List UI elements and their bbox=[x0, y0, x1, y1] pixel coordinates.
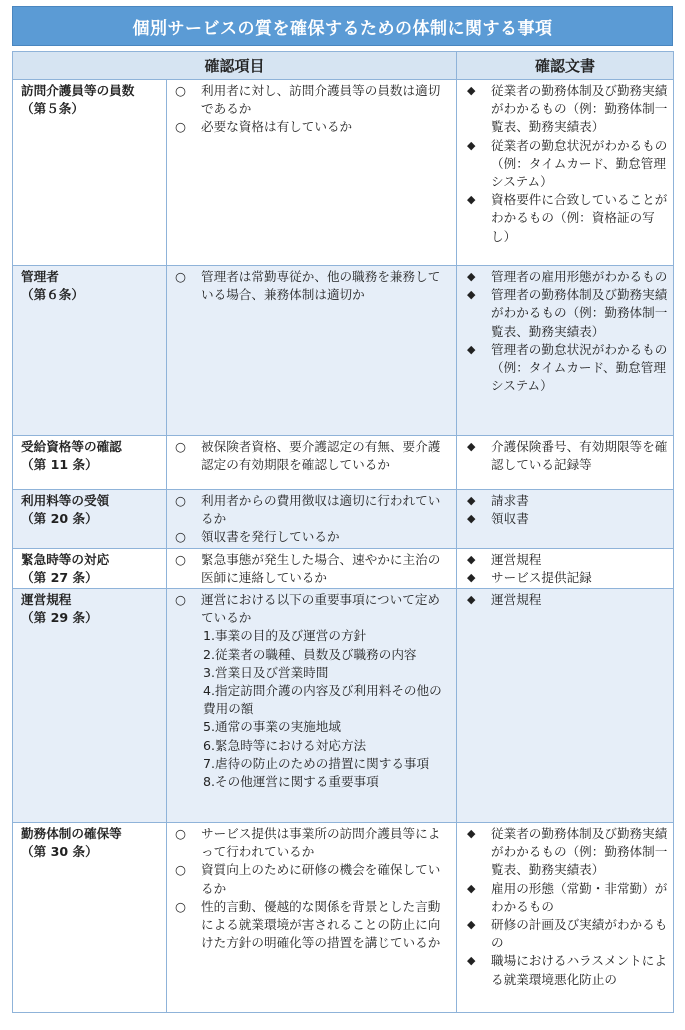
circle-bullet-icon: ○ bbox=[175, 493, 186, 508]
header-check-documents: 確認文書 bbox=[457, 52, 674, 80]
check-item-text: 利用者に対し、訪問介護員等の員数は適切であるか bbox=[201, 83, 441, 117]
check-item-text: 管理者は常勤専従か、他の職務を兼務している場合、兼務体制は適切か bbox=[201, 269, 441, 303]
checklist-table bbox=[12, 51, 674, 1013]
diamond-bullet-icon: ◆ bbox=[467, 881, 476, 895]
check-items-cell bbox=[167, 436, 457, 490]
diamond-bullet-icon: ◆ bbox=[467, 270, 476, 283]
circle-bullet-icon: ○ bbox=[175, 439, 186, 454]
item-category-cell bbox=[13, 266, 167, 436]
regulation-sub-item: 3.営業日及び営業時間 bbox=[203, 664, 329, 680]
diamond-bullet-icon: ◆ bbox=[467, 552, 476, 566]
item-category-cell bbox=[13, 548, 167, 588]
check-documents-cell bbox=[457, 823, 674, 1013]
document-item bbox=[461, 916, 669, 952]
document-item-text: 介護保険番号、有効期限等を確認している記録等 bbox=[491, 439, 668, 473]
document-item-text: 従業者の勤務体制及び勤務実績がわかるもの（例：勤務体制一覧表、勤務実績表） bbox=[491, 826, 668, 878]
diamond-bullet-icon: ◆ bbox=[467, 918, 476, 932]
check-item bbox=[171, 591, 452, 627]
document-item bbox=[461, 286, 669, 341]
check-item bbox=[171, 82, 452, 118]
check-documents-cell bbox=[457, 548, 674, 588]
check-items-cell bbox=[167, 589, 457, 823]
item-article-number: （第６条） bbox=[21, 287, 84, 303]
diamond-bullet-icon: ◆ bbox=[467, 494, 476, 507]
document-item bbox=[461, 438, 669, 474]
document-item-text: 職場におけるハラスメントによる就業環境悪化防止の bbox=[491, 953, 667, 987]
item-article-number: （第５条） bbox=[21, 101, 84, 117]
check-item-text: サービス提供は事業所の訪問介護員等によって行われているか bbox=[201, 826, 441, 860]
item-article-number: （第 30 条） bbox=[21, 844, 98, 860]
document-item-text: サービス提供記録 bbox=[491, 569, 592, 585]
check-documents-cell bbox=[457, 80, 674, 266]
document-item bbox=[461, 825, 669, 880]
circle-bullet-icon: ○ bbox=[175, 83, 186, 98]
check-item-text: 緊急事態が発生した場合、速やかに主治の医師に連絡しているか bbox=[201, 551, 441, 585]
check-item-text: 領収書を発行しているか bbox=[201, 529, 340, 545]
diamond-bullet-icon: ◆ bbox=[467, 827, 476, 841]
table-header-row bbox=[13, 52, 674, 80]
regulation-sub-item: 5.通常の事業の実施地域 bbox=[203, 719, 341, 735]
check-item bbox=[171, 268, 452, 304]
regulation-sub-item: 6.緊急時等における対応方法 bbox=[203, 737, 367, 753]
header-check-items: 確認項目 bbox=[13, 52, 457, 80]
regulation-sub-item: 2.従業者の職種、員数及び職務の内容 bbox=[203, 646, 417, 662]
check-item bbox=[171, 438, 452, 474]
item-category-cell bbox=[13, 823, 167, 1013]
diamond-bullet-icon: ◆ bbox=[467, 593, 476, 607]
document-item bbox=[461, 137, 669, 192]
check-documents-cell bbox=[457, 490, 674, 549]
document-item-text: 管理者の勤怠状況がわかるもの（例：タイムカード、勤怠管理システム） bbox=[491, 341, 668, 394]
check-documents-cell bbox=[457, 266, 674, 436]
check-item bbox=[171, 551, 452, 587]
document-item bbox=[461, 191, 669, 246]
document-item-text: 資格要件に合致していることがわかるもの（例：資格証の写し） bbox=[491, 192, 668, 244]
check-item bbox=[171, 492, 452, 528]
check-item bbox=[171, 861, 452, 897]
document-item bbox=[461, 341, 669, 396]
table-row bbox=[13, 436, 674, 490]
item-article-number: （第 20 条） bbox=[21, 511, 98, 527]
regulation-sub-item: 8.その他運営に関する重要事項 bbox=[203, 774, 379, 790]
diamond-bullet-icon: ◆ bbox=[467, 570, 476, 584]
table-row bbox=[13, 548, 674, 588]
document-item-text: 管理者の雇用形態がわかるもの bbox=[491, 269, 668, 284]
document-item bbox=[461, 591, 669, 609]
check-item-text: 必要な資格は有しているか bbox=[201, 119, 353, 135]
circle-bullet-icon: ○ bbox=[175, 529, 186, 545]
document-item-text: 管理者の勤務体制及び勤務実績がわかるもの（例：勤務体制一覧表、勤務実績表） bbox=[491, 287, 668, 339]
circle-bullet-icon: ○ bbox=[175, 898, 186, 914]
document-item bbox=[461, 569, 669, 587]
circle-bullet-icon: ○ bbox=[175, 862, 186, 878]
check-item-text: 性的言動、優越的な関係を背景とした言動による就業環境が害されることの防止に向けた方針の明確化等の措置を講じているか bbox=[201, 898, 441, 951]
check-item-text: 資質向上のために研修の機会を確保しているか bbox=[201, 862, 441, 896]
circle-bullet-icon: ○ bbox=[175, 826, 186, 842]
circle-bullet-icon: ○ bbox=[175, 592, 186, 608]
table-row bbox=[13, 80, 674, 266]
item-category-name: 利用料等の受領 bbox=[21, 493, 110, 508]
regulation-sub-item: 7.虐待の防止のための措置に関する事項 bbox=[203, 755, 430, 771]
table-row bbox=[13, 266, 674, 436]
document-item-text: 従業者の勤怠状況がわかるもの（例：タイムカード、勤怠管理システム） bbox=[491, 137, 668, 190]
check-item-text: 被保険者資格、要介護認定の有無、要介護認定の有効期限を確認しているか bbox=[201, 439, 441, 473]
diamond-bullet-icon: ◆ bbox=[467, 193, 476, 207]
diamond-bullet-icon: ◆ bbox=[467, 288, 476, 302]
item-category-cell bbox=[13, 490, 167, 549]
item-category-cell bbox=[13, 80, 167, 266]
diamond-bullet-icon: ◆ bbox=[467, 512, 476, 526]
diamond-bullet-icon: ◆ bbox=[467, 440, 476, 453]
diamond-bullet-icon: ◆ bbox=[467, 954, 476, 968]
document-item-text: 研修の計画及び実績がわかるもの bbox=[491, 917, 668, 951]
check-documents-cell bbox=[457, 436, 674, 490]
check-item-text: 運営における以下の重要事項について定めているか bbox=[201, 592, 441, 626]
item-category-name: 緊急時等の対応 bbox=[21, 551, 110, 567]
document-item-text: 領収書 bbox=[491, 511, 529, 527]
check-items-cell bbox=[167, 548, 457, 588]
item-category-cell bbox=[13, 589, 167, 823]
page bbox=[12, 6, 673, 1013]
page-title: 個別サービスの質を確保するための体制に関する事項 bbox=[12, 6, 673, 46]
document-item-text: 従業者の勤務体制及び勤務実績がわかるもの（例：勤務体制一覧表、勤務実績表） bbox=[491, 83, 668, 135]
regulation-sub-item: 4.指定訪問介護の内容及び利用料その他の費用の額 bbox=[203, 683, 442, 717]
check-item-text: 利用者からの費用徴収は適切に行われているか bbox=[201, 493, 441, 527]
document-item bbox=[461, 510, 669, 528]
diamond-bullet-icon: ◆ bbox=[467, 342, 476, 356]
document-item-text: 運営規程 bbox=[491, 551, 542, 567]
check-items-cell bbox=[167, 266, 457, 436]
document-item-text: 雇用の形態（常勤・非常勤）がわかるもの bbox=[491, 880, 668, 914]
item-article-number: （第 27 条） bbox=[21, 569, 98, 585]
check-items-cell bbox=[167, 80, 457, 266]
check-item bbox=[171, 898, 452, 953]
table-row bbox=[13, 823, 674, 1013]
circle-bullet-icon: ○ bbox=[175, 269, 186, 284]
table-row bbox=[13, 589, 674, 823]
document-item bbox=[461, 880, 669, 916]
check-documents-cell bbox=[457, 589, 674, 823]
document-item-text: 運営規程 bbox=[491, 592, 542, 608]
check-item bbox=[171, 118, 452, 136]
circle-bullet-icon: ○ bbox=[175, 119, 186, 135]
diamond-bullet-icon: ◆ bbox=[467, 138, 476, 152]
check-item bbox=[171, 528, 452, 546]
diamond-bullet-icon: ◆ bbox=[467, 84, 476, 97]
item-category-name: 勤務体制の確保等 bbox=[21, 826, 122, 842]
circle-bullet-icon: ○ bbox=[175, 551, 186, 567]
item-article-number: （第 29 条） bbox=[21, 610, 98, 626]
check-items-cell bbox=[167, 823, 457, 1013]
document-item bbox=[461, 268, 669, 286]
table-body bbox=[13, 80, 674, 1013]
check-item bbox=[171, 825, 452, 861]
item-article-number: （第 11 条） bbox=[21, 457, 98, 473]
check-items-cell bbox=[167, 490, 457, 549]
document-item-text: 請求書 bbox=[491, 493, 529, 508]
item-category-name: 管理者 bbox=[21, 269, 59, 284]
document-item bbox=[461, 492, 669, 510]
table-row bbox=[13, 490, 674, 549]
document-item bbox=[461, 952, 669, 988]
item-category-name: 訪問介護員等の員数 bbox=[21, 83, 135, 98]
item-category-cell bbox=[13, 436, 167, 490]
item-category-name: 運営規程 bbox=[21, 592, 72, 608]
item-category-name: 受給資格等の確認 bbox=[21, 439, 122, 454]
regulation-sub-item: 1.事業の目的及び運営の方針 bbox=[203, 628, 367, 644]
document-item bbox=[461, 551, 669, 569]
document-item bbox=[461, 82, 669, 137]
